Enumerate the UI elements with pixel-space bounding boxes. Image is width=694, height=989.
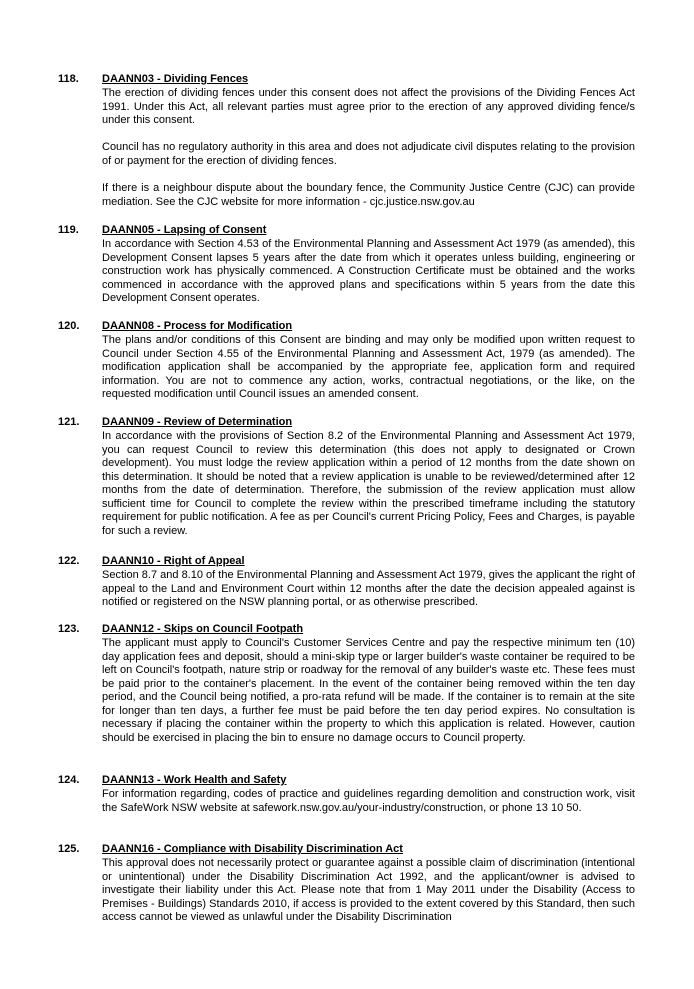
clause-paragraph: If there is a neighbour dispute about the boundary fence, the Community Justice Centre (CJC) can provide mediation. See the CJC website for more information - cjc.justice.nsw.gov.au [102, 182, 635, 208]
clause-heading: DAANN16 - Compliance with Disability Discrimination Act [102, 843, 403, 855]
clause-paragraph: The plans and/or conditions of this Consent are binding and may only be modified upon written request to Council under Section 4.55 of the Environmental Planning and Assessment Act, 1979 (as amended). The modification application shall be accompanied by the appropriate fee, application form and required information. You are not to commence any action, works, contractual negotiations, or the like, on the requested modification until Council issues an amended consent. [102, 334, 635, 401]
clause-heading: DAANN13 - Work Health and Safety [102, 774, 287, 786]
clause-number: 120. [58, 320, 80, 332]
clause-heading: DAANN10 - Right of Appeal [102, 555, 245, 567]
clause-number: 123. [58, 623, 80, 635]
clause-heading: DAANN09 - Review of Determination [102, 416, 293, 428]
clause-heading: DAANN08 - Process for Modification [102, 320, 293, 332]
clause-paragraph: For information regarding, codes of practice and guidelines regarding demolition and construction work, visit the SafeWork NSW website at safework.nsw.gov.au/your-industry/construction, or phone 13 10 50. [102, 788, 635, 814]
clause-heading: DAANN05 - Lapsing of Consent [102, 224, 267, 236]
clause-heading: DAANN12 - Skips on Council Footpath [102, 623, 304, 635]
clause-number: 122. [58, 555, 80, 567]
clause-paragraph: The erection of dividing fences under this consent does not affect the provisions of the Dividing Fences Act 1991. Under this Act, all relevant parties must agree prior to the erection of any approved dividing fence/s under this consent. [102, 87, 635, 127]
clause-number: 124. [58, 774, 80, 786]
clause-number: 121. [58, 416, 80, 428]
clause-paragraph: This approval does not necessarily protect or guarantee against a possible claim of discrimination (intentional or unintentional) under the Disability Discrimination Act 1992, and the applicant/owner is advised to investigate their liability under this Act. Please note that from 1 May 2011 under the Disability (Access to Premises - Buildings) Standards 2010, if access is provided to the extent covered by this Standard, then such access cannot be viewed as unlawful under the Disability Discrimination [102, 857, 635, 924]
clause-paragraph: In accordance with the provisions of Section 8.2 of the Environmental Planning and Assessment Act 1979, you can request Council to review this determination (this does not apply to designated or Crown development). You must lodge the review application within a period of 12 months from the date shown on this determination. It should be noted that a review application is unable to be reviewed/determined after 12 months from the date of determination. Therefore, the submission of the review application must allow sufficient time for Council to complete the review within the prescribed timeframe including the statutory requirement for public notification. A fee as per Council's current Pricing Policy, Fees and Charges, is payable for such a review. [102, 430, 635, 537]
clause-number: 118. [58, 73, 79, 85]
clause-paragraph: The applicant must apply to Council's Customer Services Centre and pay the respective minimum ten (10) day application fees and deposit, should a mini-skip type or larger builder's waste container be required to be left on Council's footpath, nature strip or roadway for the removal of any builder's waste etc. These fees must be paid prior to the container's placement. In the event of the container being removed within the ten day period, and the Council being notified, a pro-rata refund will be made. If the container is to remain at the site for longer than ten days, a further fee must be paid before the ten day period expires. No consultation is necessary if placing the container within the property to which this application is related. However, caution should be exercised in placing the bin to ensure no damage occurs to Council property. [102, 637, 635, 744]
clause-heading: DAANN03 - Dividing Fences [102, 73, 249, 85]
clause-paragraph: Section 8.7 and 8.10 of the Environmental Planning and Assessment Act 1979, gives the applicant the right of appeal to the Land and Environment Court within 12 months after the date the decision appealed against is notified or registered on the NSW planning portal, or as otherwise prescribed. [102, 569, 635, 609]
clause-paragraph: Council has no regulatory authority in this area and does not adjudicate civil disputes relating to the provision of or payment for the erection of dividing fences. [102, 141, 635, 167]
clause-paragraph: In accordance with Section 4.53 of the Environmental Planning and Assessment Act 1979 (as amended), this Development Consent lapses 5 years after the date from which it operates unless building, engineering or construction work has physically commenced. A Construction Certificate must be obtained and the works commenced in accordance with the approved plans and specifications within 5 years from the date this Development Consent operates. [102, 238, 635, 305]
clause-number: 119. [58, 224, 79, 236]
clause-number: 125. [58, 843, 80, 855]
